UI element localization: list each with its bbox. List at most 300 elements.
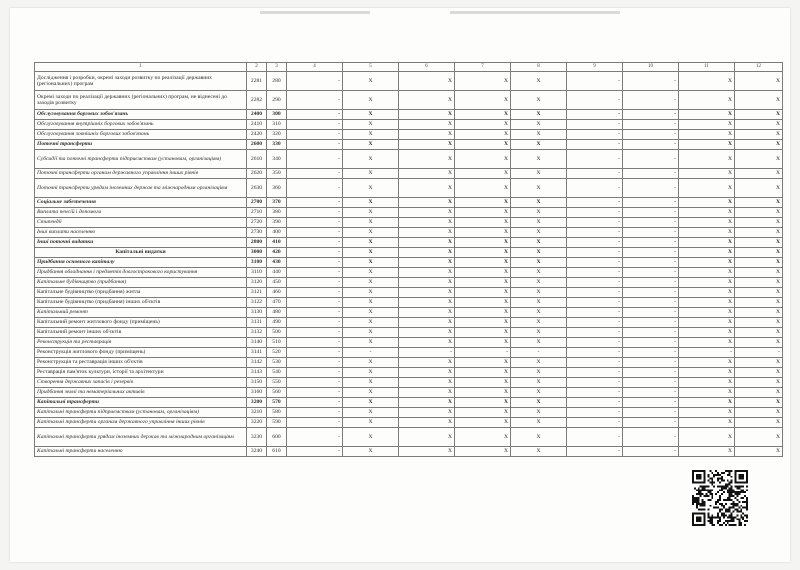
col-9: - [567,198,623,208]
col-8: X [511,228,567,238]
col-11: X [679,140,735,150]
col-12: X [735,91,783,110]
line-code: 400 [267,228,287,238]
col-11: X [679,268,735,278]
col-10: - [623,378,679,388]
col-10: - [623,368,679,378]
row-name: Капітальне будівництво (придбання) [35,278,247,288]
col-9: - [567,298,623,308]
col-11: X [679,238,735,248]
table-row [35,179,783,198]
col-5: X [343,328,399,338]
col-9: - [567,308,623,318]
row-name: Капітальні видатки [35,248,247,258]
line-code: 340 [267,150,287,169]
col-11: X [679,408,735,418]
col-9: - [567,338,623,348]
col-12: X [735,179,783,198]
col-4: - [287,238,343,248]
col-5: - [343,348,399,358]
col-10: - [623,447,679,457]
table-row [35,447,783,457]
col-8: X [511,238,567,248]
col-12: X [735,258,783,268]
col-5: X [343,398,399,408]
table-row [35,150,783,169]
col-10: - [623,150,679,169]
col-4: - [287,198,343,208]
kekv-code: 3140 [247,338,267,348]
col-11: X [679,258,735,268]
line-code: 590 [267,418,287,428]
col-9: - [567,418,623,428]
kekv-code: 2720 [247,218,267,228]
expenditure-report-table [34,62,783,457]
col-12: X [735,418,783,428]
col-5: X [343,238,399,248]
kekv-code: 2281 [247,72,267,91]
column-header-6: 6 [399,63,455,72]
col-10: - [623,288,679,298]
col-11: X [679,358,735,368]
line-code: 390 [267,218,287,228]
col-6: X [399,208,455,218]
col-9: - [567,378,623,388]
col-5: X [343,169,399,179]
row-name: Соціальне забезпечення [35,198,247,208]
line-code: 540 [267,368,287,378]
col-7: - [455,348,511,358]
line-code: 320 [267,130,287,140]
col-10: - [623,418,679,428]
col-9: - [567,428,623,447]
col-12: X [735,447,783,457]
col-9: - [567,218,623,228]
col-6: X [399,298,455,308]
col-12: X [735,198,783,208]
col-6: X [399,238,455,248]
kekv-code: 3240 [247,447,267,457]
col-11: X [679,318,735,328]
col-4: - [287,288,343,298]
col-12: X [735,408,783,418]
col-6: X [399,198,455,208]
col-9: - [567,91,623,110]
col-11: X [679,179,735,198]
col-6: X [399,268,455,278]
col-4: - [287,130,343,140]
col-5: X [343,447,399,457]
col-12: X [735,338,783,348]
col-9: - [567,408,623,418]
col-12: X [735,208,783,218]
col-10: - [623,398,679,408]
kekv-code: 3121 [247,288,267,298]
col-6: X [399,338,455,348]
col-10: - [623,110,679,120]
line-code: 530 [267,358,287,368]
line-code: 330 [267,140,287,150]
col-12: X [735,120,783,130]
col-9: - [567,150,623,169]
col-4: - [287,169,343,179]
col-12: X [735,308,783,318]
col-10: - [623,91,679,110]
row-name: Стипендії [35,218,247,228]
col-6: X [399,328,455,338]
kekv-code: 3122 [247,298,267,308]
col-4: - [287,408,343,418]
col-12: X [735,378,783,388]
col-5: X [343,130,399,140]
col-11: - [679,348,735,358]
col-5: X [343,308,399,318]
row-name: Обслуговування зовнішніх боргових зобов'язань [35,130,247,140]
row-name: Придбання обладнання і предметів довгострокового користування [35,268,247,278]
col-10: - [623,408,679,418]
col-5: X [343,388,399,398]
col-8: X [511,268,567,278]
table-row [35,308,783,318]
col-7: X [455,198,511,208]
col-8: X [511,378,567,388]
col-4: - [287,179,343,198]
col-7: X [455,278,511,288]
col-4: - [287,358,343,368]
col-11: X [679,91,735,110]
col-4: - [287,150,343,169]
col-5: X [343,338,399,348]
column-header-9: 9 [567,63,623,72]
col-10: - [623,348,679,358]
kekv-code: 2600 [247,140,267,150]
col-6: X [399,91,455,110]
table-row [35,258,783,268]
col-12: X [735,298,783,308]
col-7: X [455,110,511,120]
row-name: Обслуговування боргових зобов'язань [35,110,247,120]
column-header-11: 11 [679,63,735,72]
col-4: - [287,338,343,348]
col-9: - [567,348,623,358]
row-name: Поточні трансферти урядам іноземних держав та міжнародним організаціям [35,179,247,198]
col-9: - [567,288,623,298]
col-11: X [679,248,735,258]
kekv-code: 3142 [247,358,267,368]
column-header-12: 12 [735,63,783,72]
kekv-code: 2282 [247,91,267,110]
kekv-code: 3100 [247,258,267,268]
col-10: - [623,238,679,248]
col-7: X [455,228,511,238]
col-8: X [511,208,567,218]
row-name: Капітальний ремонт [35,308,247,318]
col-8: X [511,258,567,268]
kekv-code: 3200 [247,398,267,408]
col-4: - [287,418,343,428]
col-10: - [623,278,679,288]
col-4: - [287,278,343,288]
col-12: X [735,238,783,248]
col-8: X [511,150,567,169]
row-name: Інші виплати населенню [35,228,247,238]
kekv-code: 2800 [247,238,267,248]
table-body [35,63,783,457]
col-11: X [679,447,735,457]
col-8: X [511,218,567,228]
col-4: - [287,110,343,120]
kekv-code: 3160 [247,388,267,398]
col-9: - [567,447,623,457]
kekv-code: 3132 [247,328,267,338]
col-5: X [343,208,399,218]
col-11: X [679,328,735,338]
table-row [35,318,783,328]
col-6: X [399,130,455,140]
col-11: X [679,120,735,130]
col-4: - [287,447,343,457]
table-row [35,140,783,150]
row-name: Капітальне будівництво (придбання) інших об'єктів [35,298,247,308]
col-8: X [511,72,567,91]
col-7: X [455,169,511,179]
col-7: X [455,378,511,388]
col-6: X [399,428,455,447]
col-8: X [511,248,567,258]
col-7: X [455,358,511,368]
col-9: - [567,248,623,258]
kekv-code: 2630 [247,179,267,198]
col-6: X [399,169,455,179]
col-5: X [343,288,399,298]
col-11: X [679,418,735,428]
col-4: - [287,378,343,388]
col-8: X [511,408,567,418]
col-9: - [567,398,623,408]
col-10: - [623,179,679,198]
col-7: X [455,208,511,218]
col-8: X [511,140,567,150]
col-8: X [511,447,567,457]
table-row [35,130,783,140]
col-12: X [735,248,783,258]
table-row [35,72,783,91]
col-6: - [399,348,455,358]
row-name: Капітальні трансферти [35,398,247,408]
col-12: X [735,368,783,378]
col-6: X [399,140,455,150]
col-7: X [455,428,511,447]
line-code: 520 [267,348,287,358]
col-8: X [511,328,567,338]
kekv-code: 2420 [247,130,267,140]
col-6: X [399,358,455,368]
col-12: X [735,328,783,338]
kekv-code: 3230 [247,428,267,447]
document-page [10,8,790,562]
col-12: X [735,228,783,238]
col-6: X [399,308,455,318]
line-code: 510 [267,338,287,348]
col-12: X [735,388,783,398]
col-10: - [623,338,679,348]
col-5: X [343,268,399,278]
line-code: 380 [267,208,287,218]
col-4: - [287,268,343,278]
kekv-code: 2400 [247,110,267,120]
col-10: - [623,228,679,238]
kekv-code: 3210 [247,408,267,418]
col-6: X [399,110,455,120]
line-code: 280 [267,72,287,91]
col-7: X [455,140,511,150]
col-7: X [455,408,511,418]
row-name: Поточні трансферти [35,140,247,150]
row-name: Реконструкція житлового фонду (приміщень) [35,348,247,358]
table-row [35,120,783,130]
column-header-4: 4 [287,63,343,72]
col-4: - [287,398,343,408]
line-code: 410 [267,238,287,248]
col-7: X [455,308,511,318]
kekv-code: 2700 [247,198,267,208]
row-name: Дослідження і розробки, окремі заходи розвитку по реалізації державних (регіональних) програм [35,72,247,91]
col-9: - [567,130,623,140]
table-row [35,398,783,408]
col-4: - [287,298,343,308]
col-7: X [455,288,511,298]
kekv-code: 3131 [247,318,267,328]
line-code: 470 [267,298,287,308]
col-5: X [343,248,399,258]
col-12: X [735,130,783,140]
line-code: 350 [267,169,287,179]
col-5: X [343,408,399,418]
col-4: - [287,120,343,130]
col-4: - [287,248,343,258]
col-5: X [343,358,399,368]
row-name: Капітальні трансферти органам державного управління інших рівнів [35,418,247,428]
line-code: 430 [267,258,287,268]
line-code: 460 [267,288,287,298]
col-7: X [455,258,511,268]
table-row [35,238,783,248]
col-10: - [623,140,679,150]
col-4: - [287,218,343,228]
table-row [35,228,783,238]
col-4: - [287,140,343,150]
column-header-5: 5 [343,63,399,72]
col-8: X [511,120,567,130]
col-5: X [343,218,399,228]
table-row [35,328,783,338]
col-11: X [679,428,735,447]
col-7: X [455,72,511,91]
kekv-code: 2410 [247,120,267,130]
col-10: - [623,298,679,308]
col-9: - [567,238,623,248]
col-6: X [399,378,455,388]
col-11: X [679,368,735,378]
col-4: - [287,228,343,238]
row-name: Капітальний ремонт інших об'єктів [35,328,247,338]
col-6: X [399,248,455,258]
line-code: 500 [267,328,287,338]
col-6: X [399,218,455,228]
col-8: X [511,110,567,120]
kekv-code: 3150 [247,378,267,388]
row-name: Капітальне будівництво (придбання) житла [35,288,247,298]
row-name: Окремі заходи по реалізації державних (регіональних) програм, не віднесені до заходів розвитку [35,91,247,110]
col-5: X [343,318,399,328]
col-10: - [623,248,679,258]
line-code: 420 [267,248,287,258]
col-6: X [399,447,455,457]
col-10: - [623,218,679,228]
col-12: X [735,318,783,328]
col-9: - [567,328,623,338]
col-11: X [679,198,735,208]
col-10: - [623,268,679,278]
col-11: X [679,308,735,318]
col-9: - [567,268,623,278]
col-9: - [567,318,623,328]
col-12: X [735,428,783,447]
col-12: - [735,348,783,358]
col-6: X [399,318,455,328]
col-6: X [399,388,455,398]
col-11: X [679,208,735,218]
col-8: X [511,368,567,378]
row-name: Придбання землі та нематеріальних активів [35,388,247,398]
table-row [35,358,783,368]
col-7: X [455,388,511,398]
col-11: X [679,388,735,398]
row-name: Поточні трансферти органам державного управління інших рівнів [35,169,247,179]
col-7: X [455,179,511,198]
col-8: X [511,388,567,398]
kekv-code: 3143 [247,368,267,378]
kekv-code: 3130 [247,308,267,318]
col-11: X [679,378,735,388]
col-12: X [735,358,783,368]
col-12: X [735,398,783,408]
column-header-2: 2 [247,63,267,72]
col-8: X [511,298,567,308]
table-row [35,248,783,258]
line-code: 550 [267,378,287,388]
row-name: Реставрація пам'яток культури, історії та архітектури [35,368,247,378]
row-name: Інші поточні видатки [35,238,247,248]
col-5: X [343,228,399,238]
col-8: - [511,348,567,358]
col-4: - [287,348,343,358]
line-code: 570 [267,398,287,408]
col-8: X [511,418,567,428]
line-code: 360 [267,179,287,198]
col-6: X [399,418,455,428]
line-code: 480 [267,308,287,318]
col-11: X [679,130,735,140]
col-8: X [511,318,567,328]
line-code: 580 [267,408,287,418]
col-4: - [287,208,343,218]
col-8: X [511,198,567,208]
row-name: Придбання основного капіталу [35,258,247,268]
row-name: Капітальні трансферти населенню [35,447,247,457]
kekv-code: 2610 [247,150,267,169]
col-7: X [455,318,511,328]
